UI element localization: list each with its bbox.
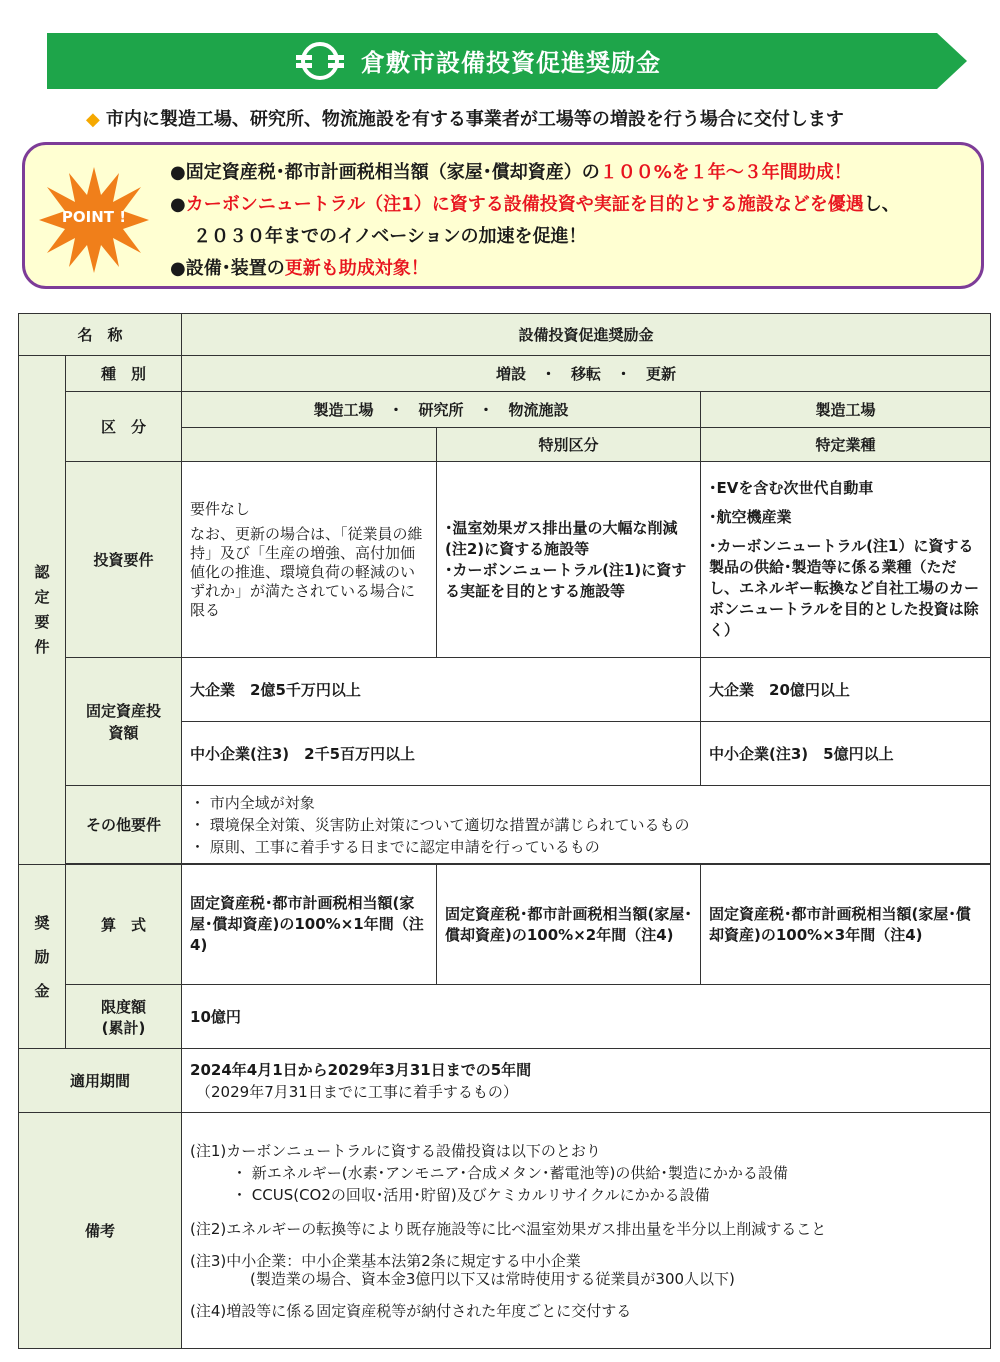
kubun-industry: 特定業種 xyxy=(701,428,991,462)
row-kotei-large xyxy=(19,658,991,722)
kotei-sme-a: 中小企業(注3) 2千5百万円以上 xyxy=(182,722,701,786)
sonota-3: ・ 原則、工事に着手する日までに認定申請を行っているもの xyxy=(190,837,600,856)
city-logo-icon xyxy=(292,41,348,81)
row-toshi xyxy=(19,462,991,658)
toshi-industry-3: ･カーボンニュートラル(注1）に資する製品の供給･製造等に係る業種（ただし、エネルギー転換など自社工場のカーボンニュートラルを目的とした投資は除く） xyxy=(709,537,980,639)
toshi-general xyxy=(182,462,437,658)
name-label: 名 称 xyxy=(19,314,182,356)
shoreikin-label xyxy=(19,865,66,1049)
point-line-4 xyxy=(170,254,429,280)
gendo-value: 10億円 xyxy=(182,985,991,1049)
tekiyo-2: （2029年7月31日までに工事に着手するもの） xyxy=(196,1082,518,1101)
kotei-large-b: 大企業 20億円以上 xyxy=(701,658,991,722)
sonota-label: その他要件 xyxy=(66,786,182,864)
shoreikin-label-text: 奨励金 xyxy=(34,913,50,1000)
kotei-label xyxy=(66,658,182,786)
point-line-1-emphasis: １００%を１年～３年間助成 xyxy=(599,162,834,183)
row-sanshiki xyxy=(19,865,991,985)
row-tekiyo xyxy=(19,1049,991,1113)
kotei-large-a: 大企業 2億5千万円以上 xyxy=(182,658,701,722)
diamond-icon: ◆ xyxy=(86,109,100,130)
point-line-1 xyxy=(170,158,852,184)
note-1-b: ・ CCUS(CO2の回収･活用･貯留)及びケミカルリサイクルにかかる設備 xyxy=(232,1185,710,1204)
gendo-label-2: (累計) xyxy=(101,1018,146,1037)
sanshiki-1 xyxy=(182,865,437,985)
note-1-a: ・ 新エネルギー(水素･アンモニア･合成メタン･蓄電池等)の供給･製造にかかる設備 xyxy=(232,1163,788,1182)
toshi-special-1: ･温室効果ガス排出量の大幅な削減(注2)に資する施設等 xyxy=(445,518,678,558)
sonota-1: ・ 市内全域が対象 xyxy=(190,793,315,812)
toshi-industry-1: ･EVを含む次世代自動車 xyxy=(709,479,874,497)
kubun-special: 特別区分 xyxy=(437,428,701,462)
sanshiki-2-text: 固定資産税･都市計画税相当額(家屋･償却資産)の100%×2年間（注4) xyxy=(445,904,692,944)
row-kubun-1 xyxy=(19,392,991,428)
tekiyo-1: 2024年4月1日から2029年3月31日までの5年間 xyxy=(190,1060,532,1079)
sonota-2: ・ 環境保全対策、災害防止対策について適切な措置が講じられているもの xyxy=(190,815,690,834)
note-4: (注4)増設等に係る固定資産税等が納付された年度ごとに交付する xyxy=(190,1301,632,1320)
point-line-2 xyxy=(170,190,900,216)
kotei-sme-b: 中小企業(注3) 5億円以上 xyxy=(701,722,991,786)
note-1: (注1)カーボンニュートラルに資する設備投資は以下のとおり xyxy=(190,1141,601,1160)
note-2: (注2)エネルギーの転換等により既存施設等に比べ温室効果ガス排出量を半分以上削減すること xyxy=(190,1219,827,1238)
title-banner xyxy=(47,33,967,89)
biko-label: 備考 xyxy=(19,1113,182,1349)
row-gendo xyxy=(19,985,991,1049)
toshi-label: 投資要件 xyxy=(66,462,182,658)
biko-value xyxy=(182,1113,991,1349)
toshi-industry xyxy=(701,462,991,658)
nintei-label xyxy=(19,356,66,865)
page-title: 倉敷市設備投資促進奨励金 xyxy=(361,49,661,77)
subtitle xyxy=(86,105,844,131)
point-line-1-end: ！ xyxy=(833,162,852,183)
point-line-4-text: ●設備･装置の xyxy=(170,258,285,279)
note-3-a: (製造業の場合、資本金3億円以下又は常時使用する従業員が300人以下) xyxy=(250,1269,735,1288)
sonota-value xyxy=(182,786,991,864)
point-line-1-text: ●固定資産税･都市計画税相当額（家屋･償却資産）の xyxy=(170,162,600,183)
sanshiki-3-text: 固定資産税･都市計画税相当額(家屋･償却資産)の100%×3年間（注4) xyxy=(709,904,971,944)
tekiyo-value xyxy=(182,1049,991,1113)
row-name xyxy=(19,314,991,356)
point-box xyxy=(22,142,984,289)
toshi-general-2: なお、更新の場合は、「従業員の維持」及び「生産の増強、高付加価値化の推進、環境負荷の軽減のいずれか」が満たされている場合に限る xyxy=(190,524,423,619)
point-line-2-bullet: ● xyxy=(170,194,186,215)
sanshiki-2 xyxy=(437,865,701,985)
name-value: 設備投資促進奨励金 xyxy=(182,314,991,356)
row-biko xyxy=(19,1113,991,1349)
point-line-3: ２０３０年までのイノベーションの加速を促進！ xyxy=(193,226,587,247)
toshi-special-2: ･カーボンニュートラル(注1)に資する実証を目的とする施設等 xyxy=(445,560,687,600)
shubetsu-label: 種 別 xyxy=(66,356,182,392)
toshi-special xyxy=(437,462,701,658)
kotei-label-text: 固定資産投資額 xyxy=(85,701,161,742)
toshi-general-1: 要件なし xyxy=(190,499,251,518)
kubun-general-spacer xyxy=(182,428,437,462)
tekiyo-label: 適用期間 xyxy=(19,1049,182,1113)
gendo-label xyxy=(66,985,182,1049)
row-shubetsu xyxy=(19,356,991,392)
toshi-industry-2: ･航空機産業 xyxy=(709,508,792,526)
point-line-4-emphasis: 更新も助成対象 xyxy=(284,258,411,279)
point-badge-label: POINT ! xyxy=(61,208,127,226)
sanshiki-1-text: 固定資産税･都市計画税相当額(家屋･償却資産)の100%×1年間（注4) xyxy=(190,894,424,954)
point-badge xyxy=(39,165,149,275)
sanshiki-3 xyxy=(701,865,991,985)
kubun-label: 区 分 xyxy=(66,392,182,462)
point-line-2-emphasis: カーボンニュートラル（注1）に資する設備投資や実証を目的とする施設などを優遇 xyxy=(185,194,864,215)
point-line-2-end: し、 xyxy=(863,194,900,215)
row-sonota xyxy=(19,786,991,864)
kubun-factory: 製造工場 xyxy=(701,392,991,428)
point-line-4-end: ！ xyxy=(410,258,429,279)
kubun-general: 製造工場 ・ 研究所 ・ 物流施設 xyxy=(182,392,701,428)
shubetsu-value: 増設 ・ 移転 ・ 更新 xyxy=(182,356,991,392)
sanshiki-label: 算 式 xyxy=(66,865,182,985)
incentive-table xyxy=(18,313,991,1349)
note-3: (注3)中小企業：中小企業基本法第2条に規定する中小企業 xyxy=(190,1251,581,1270)
nintei-label-text: 認定要件 xyxy=(34,563,50,656)
subtitle-text: 市内に製造工場、研究所、物流施設を有する事業者が工場等の増設を行う場合に交付します xyxy=(105,109,844,130)
gendo-label-1: 限度額 xyxy=(101,997,147,1016)
